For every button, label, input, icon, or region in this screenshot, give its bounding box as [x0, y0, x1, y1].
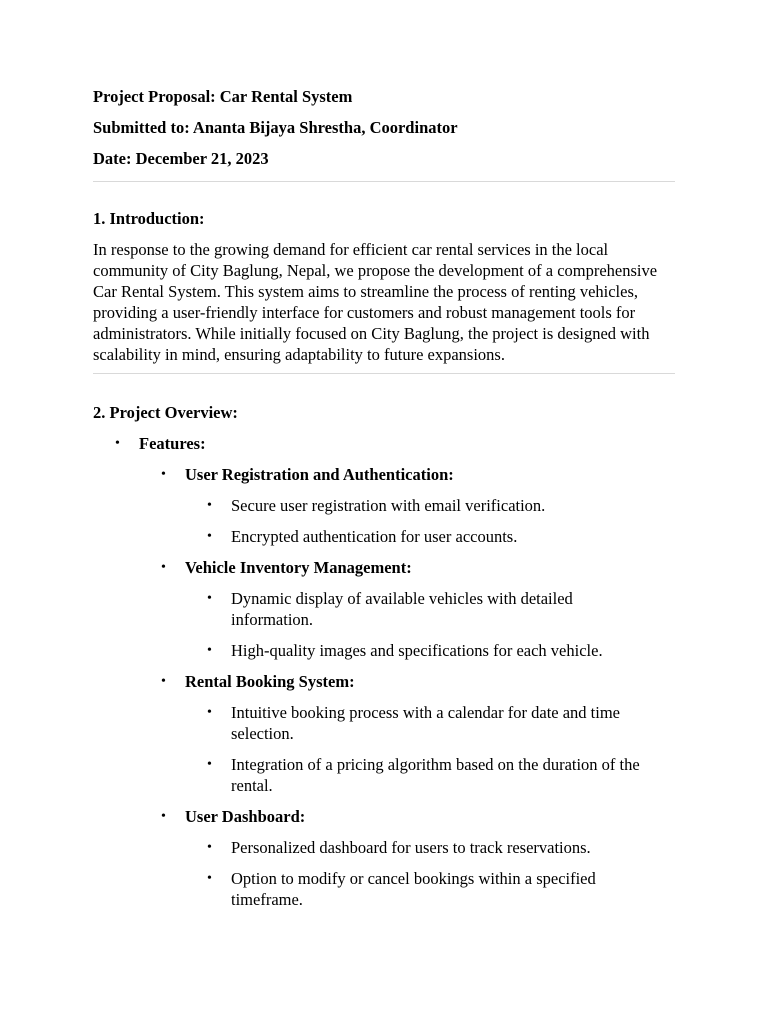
list-item: [185, 495, 675, 516]
list-item: [185, 588, 621, 630]
feature-detail: Encrypted authentication for user accounts.: [231, 527, 518, 546]
feature-detail: Option to modify or cancel bookings within a specified timeframe.: [231, 869, 596, 909]
bullet-icon: •: [161, 674, 166, 689]
feature-detail: Dynamic display of available vehicles with detailed information.: [231, 589, 573, 629]
bullet-icon: •: [207, 871, 212, 886]
list-item: [185, 837, 675, 858]
feature-title: User Dashboard:: [185, 807, 306, 826]
document-title: Project Proposal: Car Rental System: [93, 87, 353, 106]
submitted-to: Submitted to: Ananta Bijaya Shrestha, Coordinator: [93, 118, 458, 137]
introduction-heading: 1. Introduction:: [93, 209, 205, 228]
feature-sublist: [185, 702, 675, 796]
bullet-icon: •: [161, 467, 166, 482]
features-label: Features:: [139, 434, 206, 453]
divider: [93, 373, 675, 374]
feature-title: User Registration and Authentication:: [185, 465, 454, 484]
list-item: [185, 526, 675, 547]
introduction-paragraph: In response to the growing demand for efficient car rental services in the local community of City Baglung, Nepal, we propose the development of a comprehensive Car Rental System. This system aims to streamline the process of renting vehicles, providing a user-friendly interface for customers and robust management tools for administrators. While initially focused on City Baglung, the project is designed with scalability in mind, ensuring adaptability to future expansions.: [93, 240, 658, 364]
feature-title: Vehicle Inventory Management:: [185, 558, 412, 577]
bullet-icon: •: [207, 705, 212, 720]
bullet-icon: •: [161, 560, 166, 575]
list-item: [185, 640, 675, 661]
bullet-icon: •: [161, 809, 166, 824]
bullet-icon: •: [207, 529, 212, 544]
feature-item: [139, 671, 675, 796]
feature-sublist: [185, 837, 675, 910]
features-list: [139, 464, 675, 910]
feature-item: [139, 464, 675, 547]
feature-sublist: [185, 495, 675, 547]
feature-title: Rental Booking System:: [185, 672, 355, 691]
feature-item: [139, 557, 675, 661]
bullet-icon: •: [115, 436, 120, 451]
bullet-icon: •: [207, 498, 212, 513]
divider: [93, 181, 675, 182]
feature-detail: Personalized dashboard for users to track reservations.: [231, 838, 591, 857]
bullet-icon: •: [207, 757, 212, 772]
list-item: [185, 702, 671, 744]
feature-detail: Integration of a pricing algorithm based on the duration of the rental.: [231, 755, 640, 795]
feature-detail: Intuitive booking process with a calendar for date and time selection.: [231, 703, 620, 743]
list-item: [93, 433, 675, 910]
list-item: [185, 868, 651, 910]
bullet-icon: •: [207, 840, 212, 855]
bullet-icon: •: [207, 591, 212, 606]
feature-sublist: [185, 588, 675, 661]
bullet-icon: •: [207, 643, 212, 658]
feature-item: [139, 806, 675, 910]
list-item: [185, 754, 671, 796]
overview-heading: 2. Project Overview:: [93, 403, 238, 422]
document-date: Date: December 21, 2023: [93, 149, 269, 168]
feature-detail: High-quality images and specifications for each vehicle.: [231, 641, 603, 660]
feature-detail: Secure user registration with email verification.: [231, 496, 546, 515]
overview-list: [93, 433, 675, 910]
